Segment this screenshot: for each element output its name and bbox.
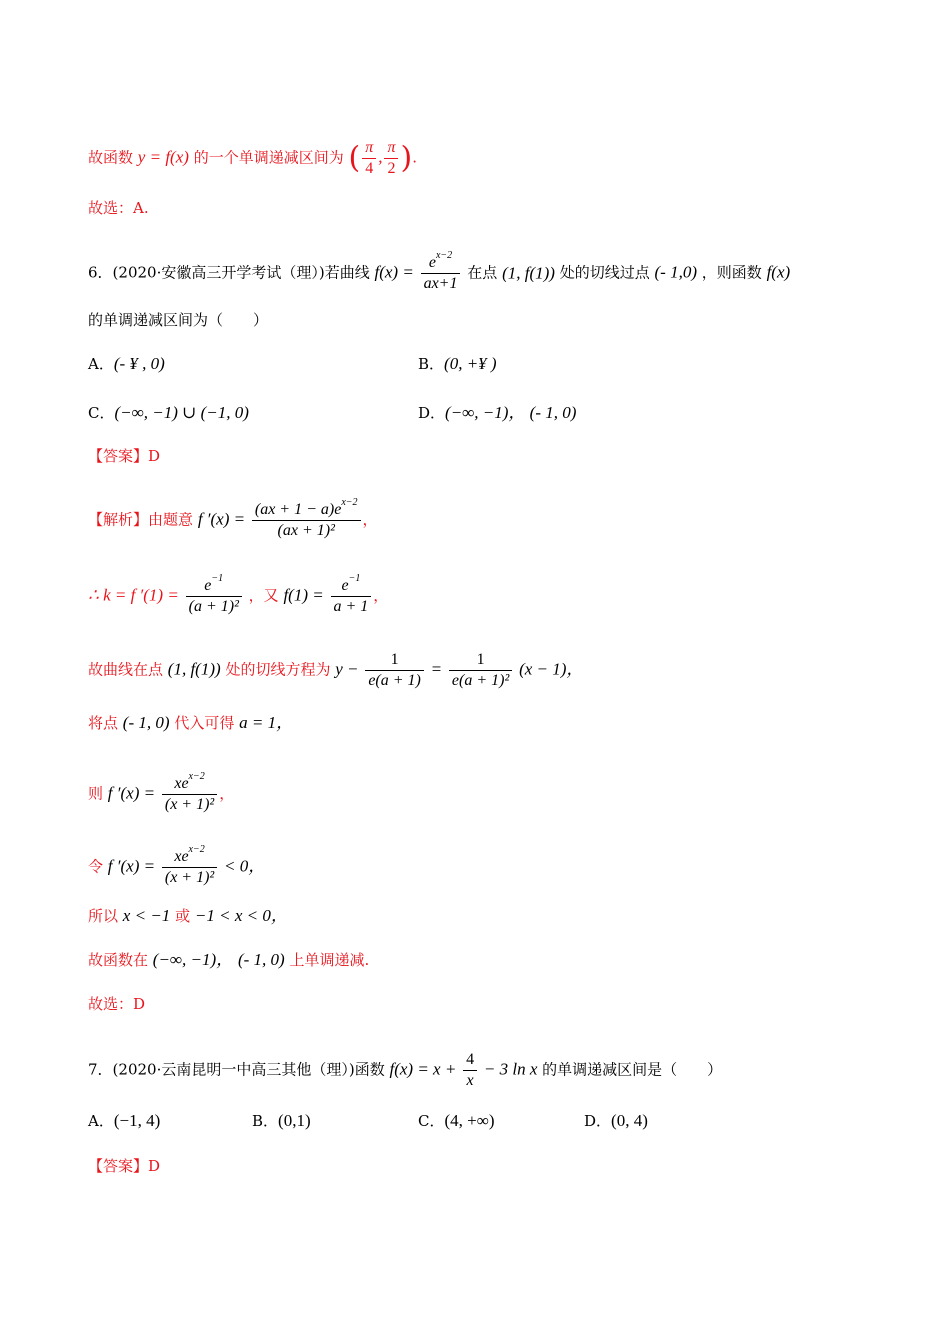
q6-point: (1, f(1))	[502, 263, 555, 283]
q6-let-line: 令 f ′(x) = $\frac{xe^{x-2}}{\text{(x + 1)²}}$ < 0，	[88, 844, 266, 886]
q6-decrease-line: 故函数在 (−∞, −1)， (- 1, 0) 上单调递减.	[88, 950, 370, 969]
q6-source: (2020·安徽高三开学考试（理）)若曲线	[112, 263, 370, 282]
q6-f1-frac: $\frac{e^{-1}}{a + 1}$	[331, 576, 372, 617]
q6-mid1: 在点	[467, 263, 498, 282]
prev-mid: 的一个单调递减区间为	[193, 148, 344, 167]
q6-then-line: 则 f ′(x) = $\frac{xe^{x-2}}{\text{(x + 1)²}}$ ，	[88, 771, 235, 813]
q7-option-c: C．(4, +∞)	[418, 1111, 495, 1130]
q6-tangent-frac2: $\frac{1}{\text{e(a + 1)²}}$	[449, 650, 512, 691]
q6-mid3: ，则函数	[701, 263, 762, 282]
prev-solution-interval-line: 故函数 y = f(x) 的一个单调递减区间为 ( $\frac{\pi}{4}$ , $\frac{\pi}{2}$ ).	[88, 139, 417, 177]
open-paren: (	[348, 140, 361, 176]
q6-so-line: 所以 x < −1 或 −1 < x < 0，	[88, 906, 288, 925]
q6-point2: (- 1,0)	[654, 262, 697, 282]
q6-substitute-line: 将点 (- 1, 0) 代入可得 a = 1，	[88, 713, 294, 732]
q6-then-frac: $\frac{xe^{x-2}}{\text{(x + 1)²}}$	[162, 774, 217, 815]
q6-k-frac: $\frac{e^{-1}}{\text{(a + 1)²}}$	[186, 576, 242, 617]
q6-mid2: 处的切线过点	[559, 263, 650, 282]
q6-func-name: f(x)	[766, 262, 791, 282]
q7-option-d: D．(0, 4)	[584, 1111, 648, 1130]
q6-let-frac: $\frac{xe^{x-2}}{\text{(x + 1)²}}$	[162, 847, 217, 888]
q6-option-c: C．(−∞, −1) ∪ (−1, 0)	[88, 403, 249, 422]
q6-analysis-label: 【解析】	[88, 510, 149, 529]
q6-func-lhs: f(x) =	[374, 262, 414, 282]
prev-math: y = f(x)	[137, 147, 189, 167]
q7-frac: $\frac{4}{x}$	[463, 1050, 477, 1091]
pi-over-2: $\frac{\pi}{2}$	[384, 138, 398, 179]
q6-choice: 故选：D	[88, 995, 146, 1013]
q6-stem-line1	[88, 250, 791, 294]
q7-answer: 【答案】D	[88, 1157, 161, 1175]
q6-tangent-line: 故曲线在点 (1, f(1)) 处的切线方程为 y − $\frac{1}{e(a + 1)}$ = $\frac{1}{\text{e(a + 1)²}}$ (x − 1)，	[88, 651, 584, 689]
q6-tangent-frac1: $\frac{1}{e(a + 1)}$	[365, 650, 424, 691]
q6-prefix: 6．	[88, 263, 113, 282]
q6-option-b: B．(0, +¥ )	[418, 354, 497, 373]
q7-option-b: B．(0,1)	[252, 1111, 311, 1130]
q6-k-line: ∴ k = f ′(1) = $\frac{e^{-1}}{\text{(a + 1)²}}$ ，又 f(1) = $\frac{e^{-1}}{a + 1}$ ，	[88, 573, 389, 615]
q6-option-a: A．(- ¥ , 0)	[88, 354, 165, 373]
close-paren: )	[400, 140, 413, 176]
q6-answer: 【答案】D	[88, 447, 161, 465]
q6-deriv-frac: $\frac{(ax + 1 - a)e^{x-2}}{\text{(ax + 1)²}}$	[252, 500, 361, 541]
q6-func-frac: $\frac{e^{x-2}}{ax+1}$	[421, 253, 461, 294]
q7-option-a: A．(−1, 4)	[88, 1111, 161, 1130]
pi-over-4: $\frac{\pi}{4}$	[362, 138, 376, 179]
q6-stem-line2: 的单调递减区间为（ ）	[88, 311, 269, 329]
prev-text: 故函数	[88, 148, 134, 167]
q6-option-d: D．(−∞, −1)， (- 1, 0)	[418, 403, 577, 422]
prev-choice: 故选：A.	[88, 199, 149, 217]
q6-analysis-line1: 【解析】由题意 f ′(x) = $\frac{(ax + 1 - a)e^{x-2}}{\text{(ax + 1)²}}$ ，	[88, 497, 378, 539]
q7-stem: 7．(2020·云南昆明一中高三其他（理）)函数 f(x) = x + $\frac{4}{x}$ − 3 ln x 的单调递减区间是（ ）	[88, 1051, 723, 1089]
